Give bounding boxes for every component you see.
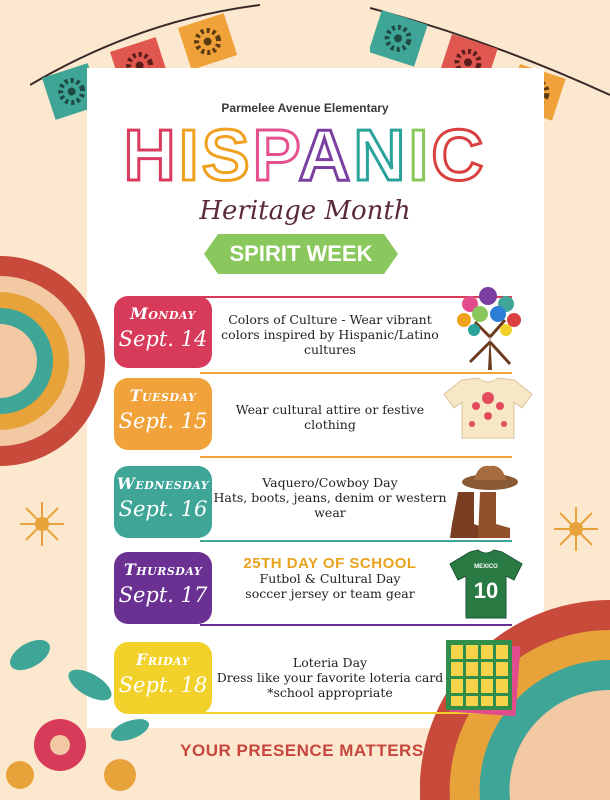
day-description xyxy=(212,556,448,601)
title-letter: N xyxy=(353,116,409,194)
description-line: cultures xyxy=(304,342,356,357)
day-date: Sept. 14 xyxy=(118,327,208,351)
day-description xyxy=(212,475,448,520)
main-title xyxy=(0,112,610,194)
day-name: Monday xyxy=(130,304,196,323)
spirit-week-banner: SPIRIT WEEK xyxy=(218,234,384,274)
day-badge-wednesday xyxy=(114,466,212,538)
sun-arch-left xyxy=(0,256,120,466)
day-name: Thursday xyxy=(123,560,203,579)
day-date: Sept. 17 xyxy=(118,583,208,607)
day-badge-monday xyxy=(114,296,212,368)
description-line: Vaquero/Cowboy Day xyxy=(262,475,398,490)
day-date: Sept. 15 xyxy=(118,409,208,433)
description-line: clothing xyxy=(304,417,356,432)
day-date: Sept. 16 xyxy=(118,497,208,521)
title-letter: C xyxy=(431,116,487,194)
day-name: Friday xyxy=(135,650,191,669)
day-name: Tuesday xyxy=(129,386,197,405)
description-line: Dress like your favorite loteria card xyxy=(216,670,444,685)
day-description xyxy=(212,312,448,357)
jersey-number: 10 xyxy=(473,578,499,603)
day-name: Wednesday xyxy=(116,474,210,493)
title-letter: S xyxy=(201,116,253,194)
divider xyxy=(200,624,512,626)
description-line: Futbol & Cultural Day xyxy=(259,571,401,586)
school-name: Parmelee Avenue Elementary xyxy=(221,101,389,115)
day-badge-thursday xyxy=(114,552,212,624)
day-description xyxy=(212,655,448,700)
sun-icon-left xyxy=(18,500,66,548)
footer-message: YOUR PRESENCE MATTERS! xyxy=(180,741,430,760)
day-date: Sept. 18 xyxy=(118,673,208,697)
description-line: wear xyxy=(314,505,346,520)
soccer-jersey-icon xyxy=(448,548,524,620)
divider xyxy=(200,372,512,374)
description-line: Loteria Day xyxy=(292,655,368,670)
description-line: Wear cultural attire or festive xyxy=(235,402,425,417)
day-badge-tuesday xyxy=(114,378,212,450)
title-text xyxy=(124,116,487,194)
subtitle: Heritage Month xyxy=(199,196,411,226)
title-letter: H xyxy=(123,116,179,194)
day-badge-friday xyxy=(114,642,212,714)
title-letter: A xyxy=(298,116,354,194)
jersey-label: MEXICO xyxy=(474,564,498,570)
embroidered-blouse-icon xyxy=(442,376,534,442)
title-letter: I xyxy=(178,116,202,194)
day-description xyxy=(212,402,448,432)
highlight-text: 25TH DAY OF SCHOOL xyxy=(243,555,417,572)
cowboy-boots-hat-icon xyxy=(440,462,520,542)
tree-icon xyxy=(450,282,530,372)
description-line: Colors of Culture - Wear vibrant xyxy=(228,312,432,327)
description-line: soccer jersey or team gear xyxy=(245,586,415,601)
description-line: colors inspired by Hispanic/Latino xyxy=(221,327,439,342)
divider xyxy=(200,456,512,458)
title-letter: I xyxy=(408,116,432,194)
title-letter: P xyxy=(252,116,299,194)
loteria-card-icon xyxy=(440,636,524,716)
description-line: *school appropriate xyxy=(267,685,393,700)
sun-icon-right xyxy=(552,505,600,553)
description-line: Hats, boots, jeans, denim or western xyxy=(213,490,447,505)
